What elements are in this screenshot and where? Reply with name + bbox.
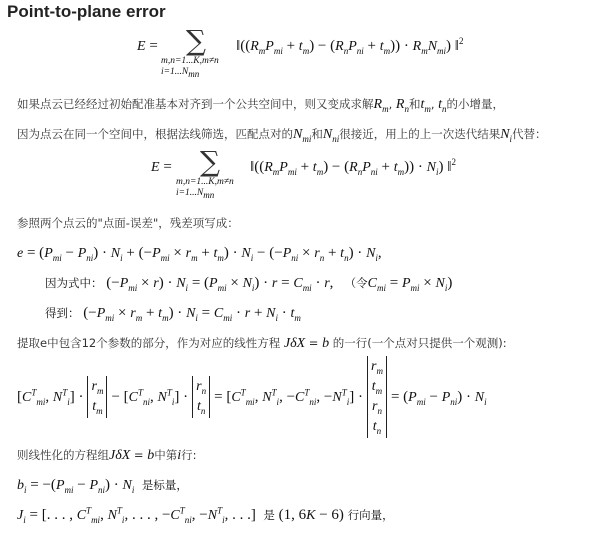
equation-2: E =	[151, 159, 172, 175]
paragraph-3: 参照两个点云的"点面-误差"，残差项写成：	[17, 216, 239, 230]
sum-symbol-2: ∑	[200, 145, 220, 178]
ji-line: $J_i$ = [. . . , $C^T_{mi}$, $N^T_i$, . . . , $-C^T_{ni}$, $-N^T_i$, . . .] 是 (1, 6K − 6) 行向量，	[17, 505, 394, 525]
bi-line: $b_i = -(P_{mi} - P_{ni}) \cdot N_i$ 是标量，	[17, 477, 188, 495]
result-line: 得到： $(-P_{mi} \times r_m + t_m) \cdot N_i = C_{mi} \cdot r + N_i \cdot t_m$	[45, 305, 301, 323]
equation-2-body: $‖((R_mP_{mi} + t_m) - (R_nP_{ni} + t_m)) \cdot N_i$) ‖$^2$	[250, 157, 456, 177]
residual-equation: $e = (P_{mi} - P_{ni}) \cdot N_i + (-P_{mi} \times r_m + t_m) \cdot N_i - (-P_{ni} \times r_n + t_n) \cdot N_i$,	[17, 245, 382, 263]
paragraph-1: 如果点云已经经过初始配准基本对齐到一个公共空间中，则又变成求解$R_m$, $R_n$和$t_m$, $t_n$的小增量，	[17, 97, 505, 114]
sum-limits-1: m,n=1...K,m≠n	[161, 56, 219, 66]
page-title: Point-to-plane error	[7, 2, 166, 21]
sum-limits-1b: $i=1...N_{mn}$	[161, 67, 200, 79]
equation-1: E =	[137, 38, 158, 54]
sum-limits-2: m,n=1...K,m≠n	[176, 177, 234, 187]
paragraph-2: 因为点云在同一个空间中，根据法线筛选，匹配点对的$N_{mi}$和$N_{ni}$很接近，用上的上一次迭代结果$N_i$代替：	[17, 127, 547, 144]
sum-limits-2b: $i=1...N_{mn}$	[176, 188, 215, 200]
paragraph-5: 则线性化的方程组JδX = b中第i行:	[17, 448, 197, 463]
sum-symbol-1: ∑	[186, 24, 206, 57]
paragraph-4: 提取e中包含12个参数的部分，作为对应的线性方程 JδX = b 的一行(一个点对只提供一个观测):	[17, 336, 507, 351]
matrix-equation: [$C^T_{mi}$, $N^T_i$] · $r_m$ $t_m$ − [$C^T_{ni}$, $N^T_i$] · $r_n$ $t_n$ = [$C^T_{mi}$, $N^T_i$, $-C^T_{ni}$, $-N^T_i$] · $r_m$ $t_m$ $r_n$ $t_n$ = $(P_{mi} - P_{ni}) \cdot N_i$	[17, 357, 487, 437]
because-line: 因为式中： $(-P_{mi} \times r) \cdot N_i = (P_{mi} \times N_i) \cdot r = C_{mi} \cdot r$, （令$C_{mi} = P_{mi} \times N_i$)	[45, 275, 453, 293]
equation-1-body: $‖((R_mP_{mi} + t_m) - (R_nP_{ni} + t_m)) \cdot R_mN_{mi}$) ‖$^2$	[236, 36, 464, 56]
